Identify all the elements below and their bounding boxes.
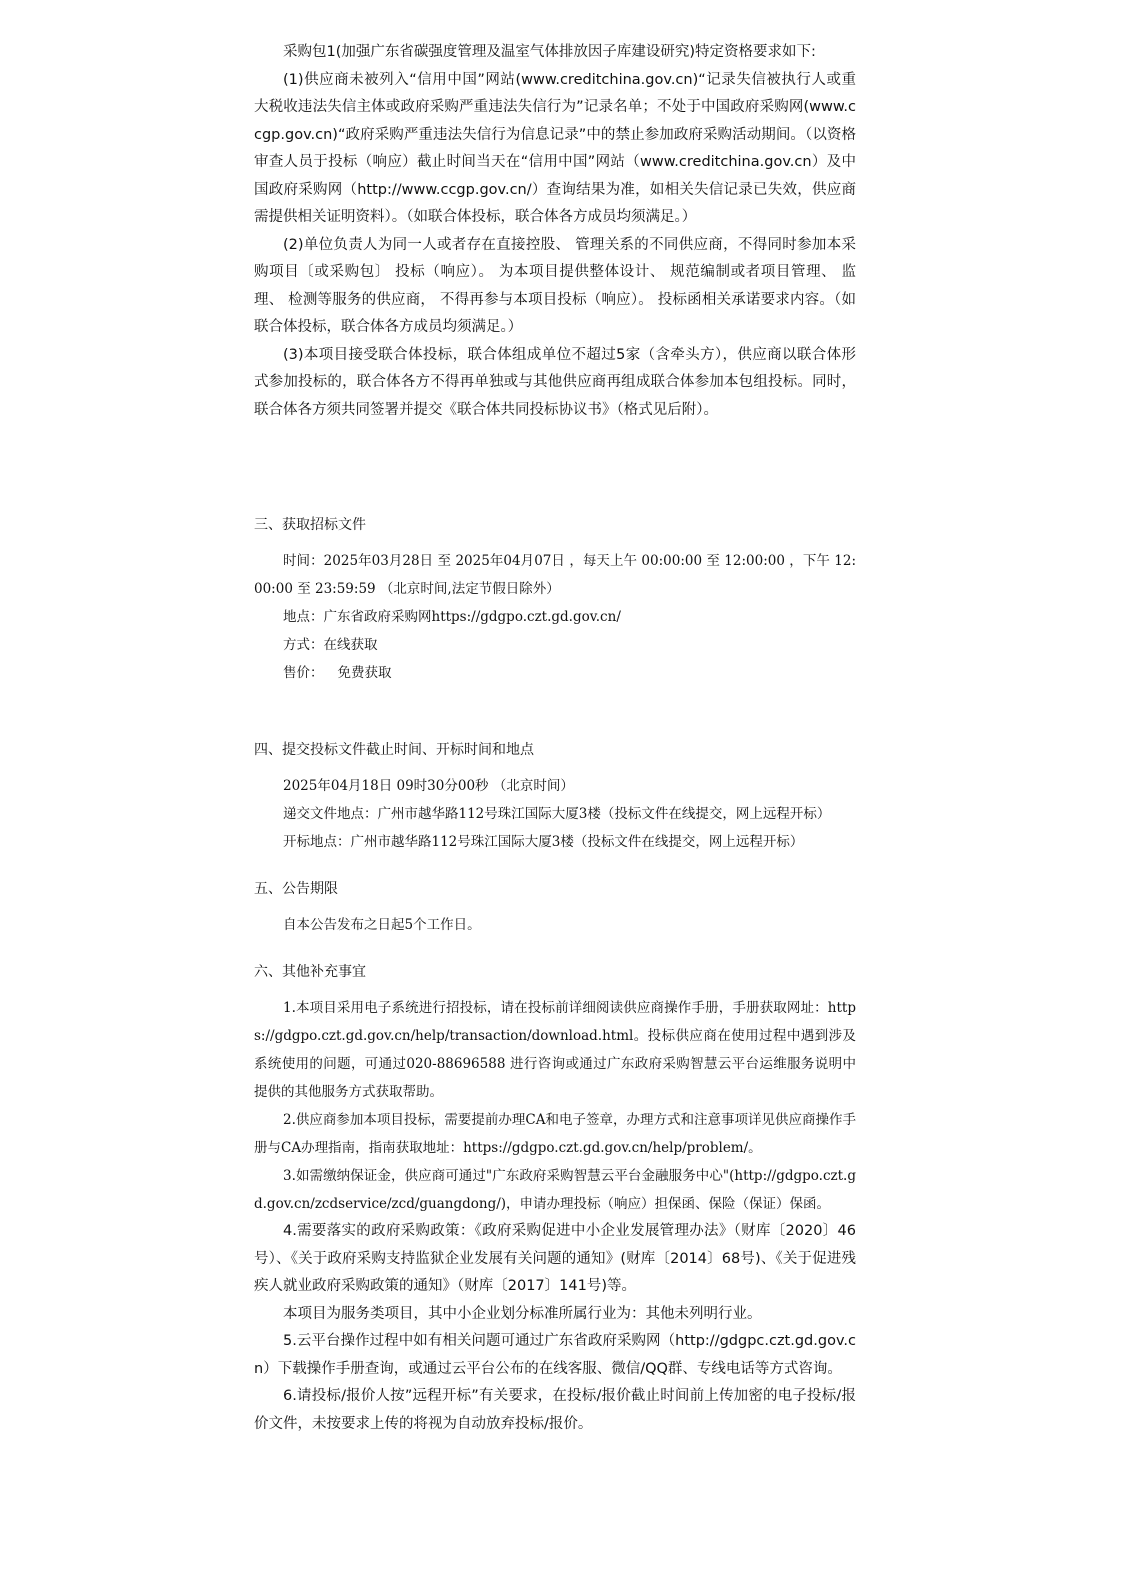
other-item-6: 6.请投标/报价人按”远程开标”有关要求，在投标/报价截止时间前上传加密的电子投标/报价文件，未按要求上传的将视为自动放弃投标/报价。 [254, 1388, 856, 1432]
section-heading-deadline: 四、提交投标文件截止时间、开标时间和地点 [254, 742, 534, 758]
other-item-1: 1.本项目采用电子系统进行招投标，请在投标前详细阅读供应商操作手册，手册获取网址：https://gdgpo.czt.gd.gov.cn/help/transaction/download.html。投标供应商在使用过程中遇到涉及系统使用的问题，可通过020-88696588 进行咨询或通过广东政府采购智慧云平台运维服务说明中提供的其他服务方式获取帮助。 [254, 1000, 856, 1100]
obtain-time-value: 2025年03月28日 至 2025年04月07日 ，每天上午 00:00:00 至 12:00:00 ，下午 12:00:00 至 23:59:59 （北京时间,法定节假日除外） [254, 553, 857, 597]
deadline-time: 2025年04月18日 09时30分00秒 （北京时间） [283, 778, 574, 794]
qualification-section [254, 39, 856, 424]
open-place: 开标地点：广州市越华路112号珠江国际大厦3楼（投标文件在线提交，网上远程开标） [283, 834, 804, 850]
obtain-price-value: 免费获取 [337, 665, 392, 681]
obtain-place: 地点：广东省政府采购网https://gdgpo.czt.gd.gov.cn/ [283, 609, 621, 625]
requirement-2: (2)单位负责人为同一人或者存在直接控股、 管理关系的不同供应商，不得同时参加本采购项目〔或采购包〕 投标（响应）。 为本项目提供整体设计、 规范编制或者项目管理、 监理、 检测等服务的供应商， 不得再参与本项目投标（响应）。 投标函相关承诺要求内容。（如联合体投标，联合体各方成员均须满足。） [254, 236, 856, 335]
requirement-3: (3)本项目接受联合体投标，联合体组成单位不超过5家（含牵头方），供应商以联合体形式参加投标的，联合体各方不得再单独或与其他供应商再组成联合体参加本包组投标。同时，联合体各方须共同签署并提交《联合体共同投标协议书》（格式见后附）。 [254, 346, 856, 418]
other-item-4: 4.需要落实的政府采购政策：《政府采购促进中小企业发展管理办法》（财库〔2020〕46号）、《关于政府采购支持监狱企业发展有关问题的通知》(财库〔2014〕68号)、《关于促进残疾人就业政府采购政策的通知》（财库〔2017〕141号)等。 [254, 1223, 856, 1294]
section-deadline [254, 736, 856, 856]
section-heading-notice: 五、公告期限 [254, 881, 338, 897]
section-heading-obtain: 三、获取招标文件 [254, 517, 366, 533]
other-item-2: 2.供应商参加本项目投标，需要提前办理CA和电子签章，办理方式和注意事项详见供应商操作手册与CA办理指南，指南获取地址：https://gdgpo.czt.gd.gov.cn/help/problem/。 [254, 1112, 856, 1156]
section-heading-other: 六、其他补充事宜 [254, 964, 366, 980]
obtain-time-label: 时间： [283, 553, 324, 569]
obtain-price-label: 售价： [283, 665, 324, 681]
other-item-5: 5.云平台操作过程中如有相关问题可通过广东省政府采购网（http://gdgpc.czt.gd.gov.cn）下载操作手册查询，或通过云平台公布的在线客服、微信/QQ群、专线电话等方式咨询。 [254, 1333, 856, 1377]
section-notice-period [254, 875, 856, 939]
package-intro: 采购包1(加强广东省碳强度管理及温室气体排放因子库建设研究)特定资格要求如下: [283, 44, 816, 60]
other-item-4-note: 本项目为服务类项目，其中小企业划分标准所属行业为：其他未列明行业。 [283, 1305, 762, 1322]
obtain-method: 方式：在线获取 [283, 637, 378, 653]
obtain-price [254, 659, 856, 687]
section-other-matters [254, 958, 856, 1438]
notice-period-text: 自本公告发布之日起5个工作日。 [283, 917, 481, 933]
submit-place: 递交文件地点：广州市越华路112号珠江国际大厦3楼（投标文件在线提交，网上远程开标） [283, 806, 831, 822]
obtain-time [254, 547, 856, 603]
other-item-3: 3.如需缴纳保证金，供应商可通过"广东政府采购智慧云平台金融服务中心"(http://gdgpo.czt.gd.gov.cn/zcdservice/zcd/guangdong/)，申请办理投标（响应）担保函、保险（保证）保函。 [254, 1168, 856, 1212]
section-obtain-documents [254, 511, 856, 687]
requirement-1: (1)供应商未被列入“信用中国”网站(www.creditchina.gov.cn)“记录失信被执行人或重大税收违法失信主体或政府采购严重违法失信行为”记录名单；不处于中国政府采购网(www.ccgp.gov.cn)“政府采购严重违法失信行为信息记录”中的禁止参加政府采购活动期间。（以资格审查人员于投标（响应）截止时间当天在“信用中国”网站（www.creditchina.gov.cn）及中国政府采购网（http://www.ccgp.gov.cn/）查询结果为准，如相关失信记录已失效，供应商需提供相关证明资料）。（如联合体投标，联合体各方成员均须满足。） [254, 71, 856, 225]
